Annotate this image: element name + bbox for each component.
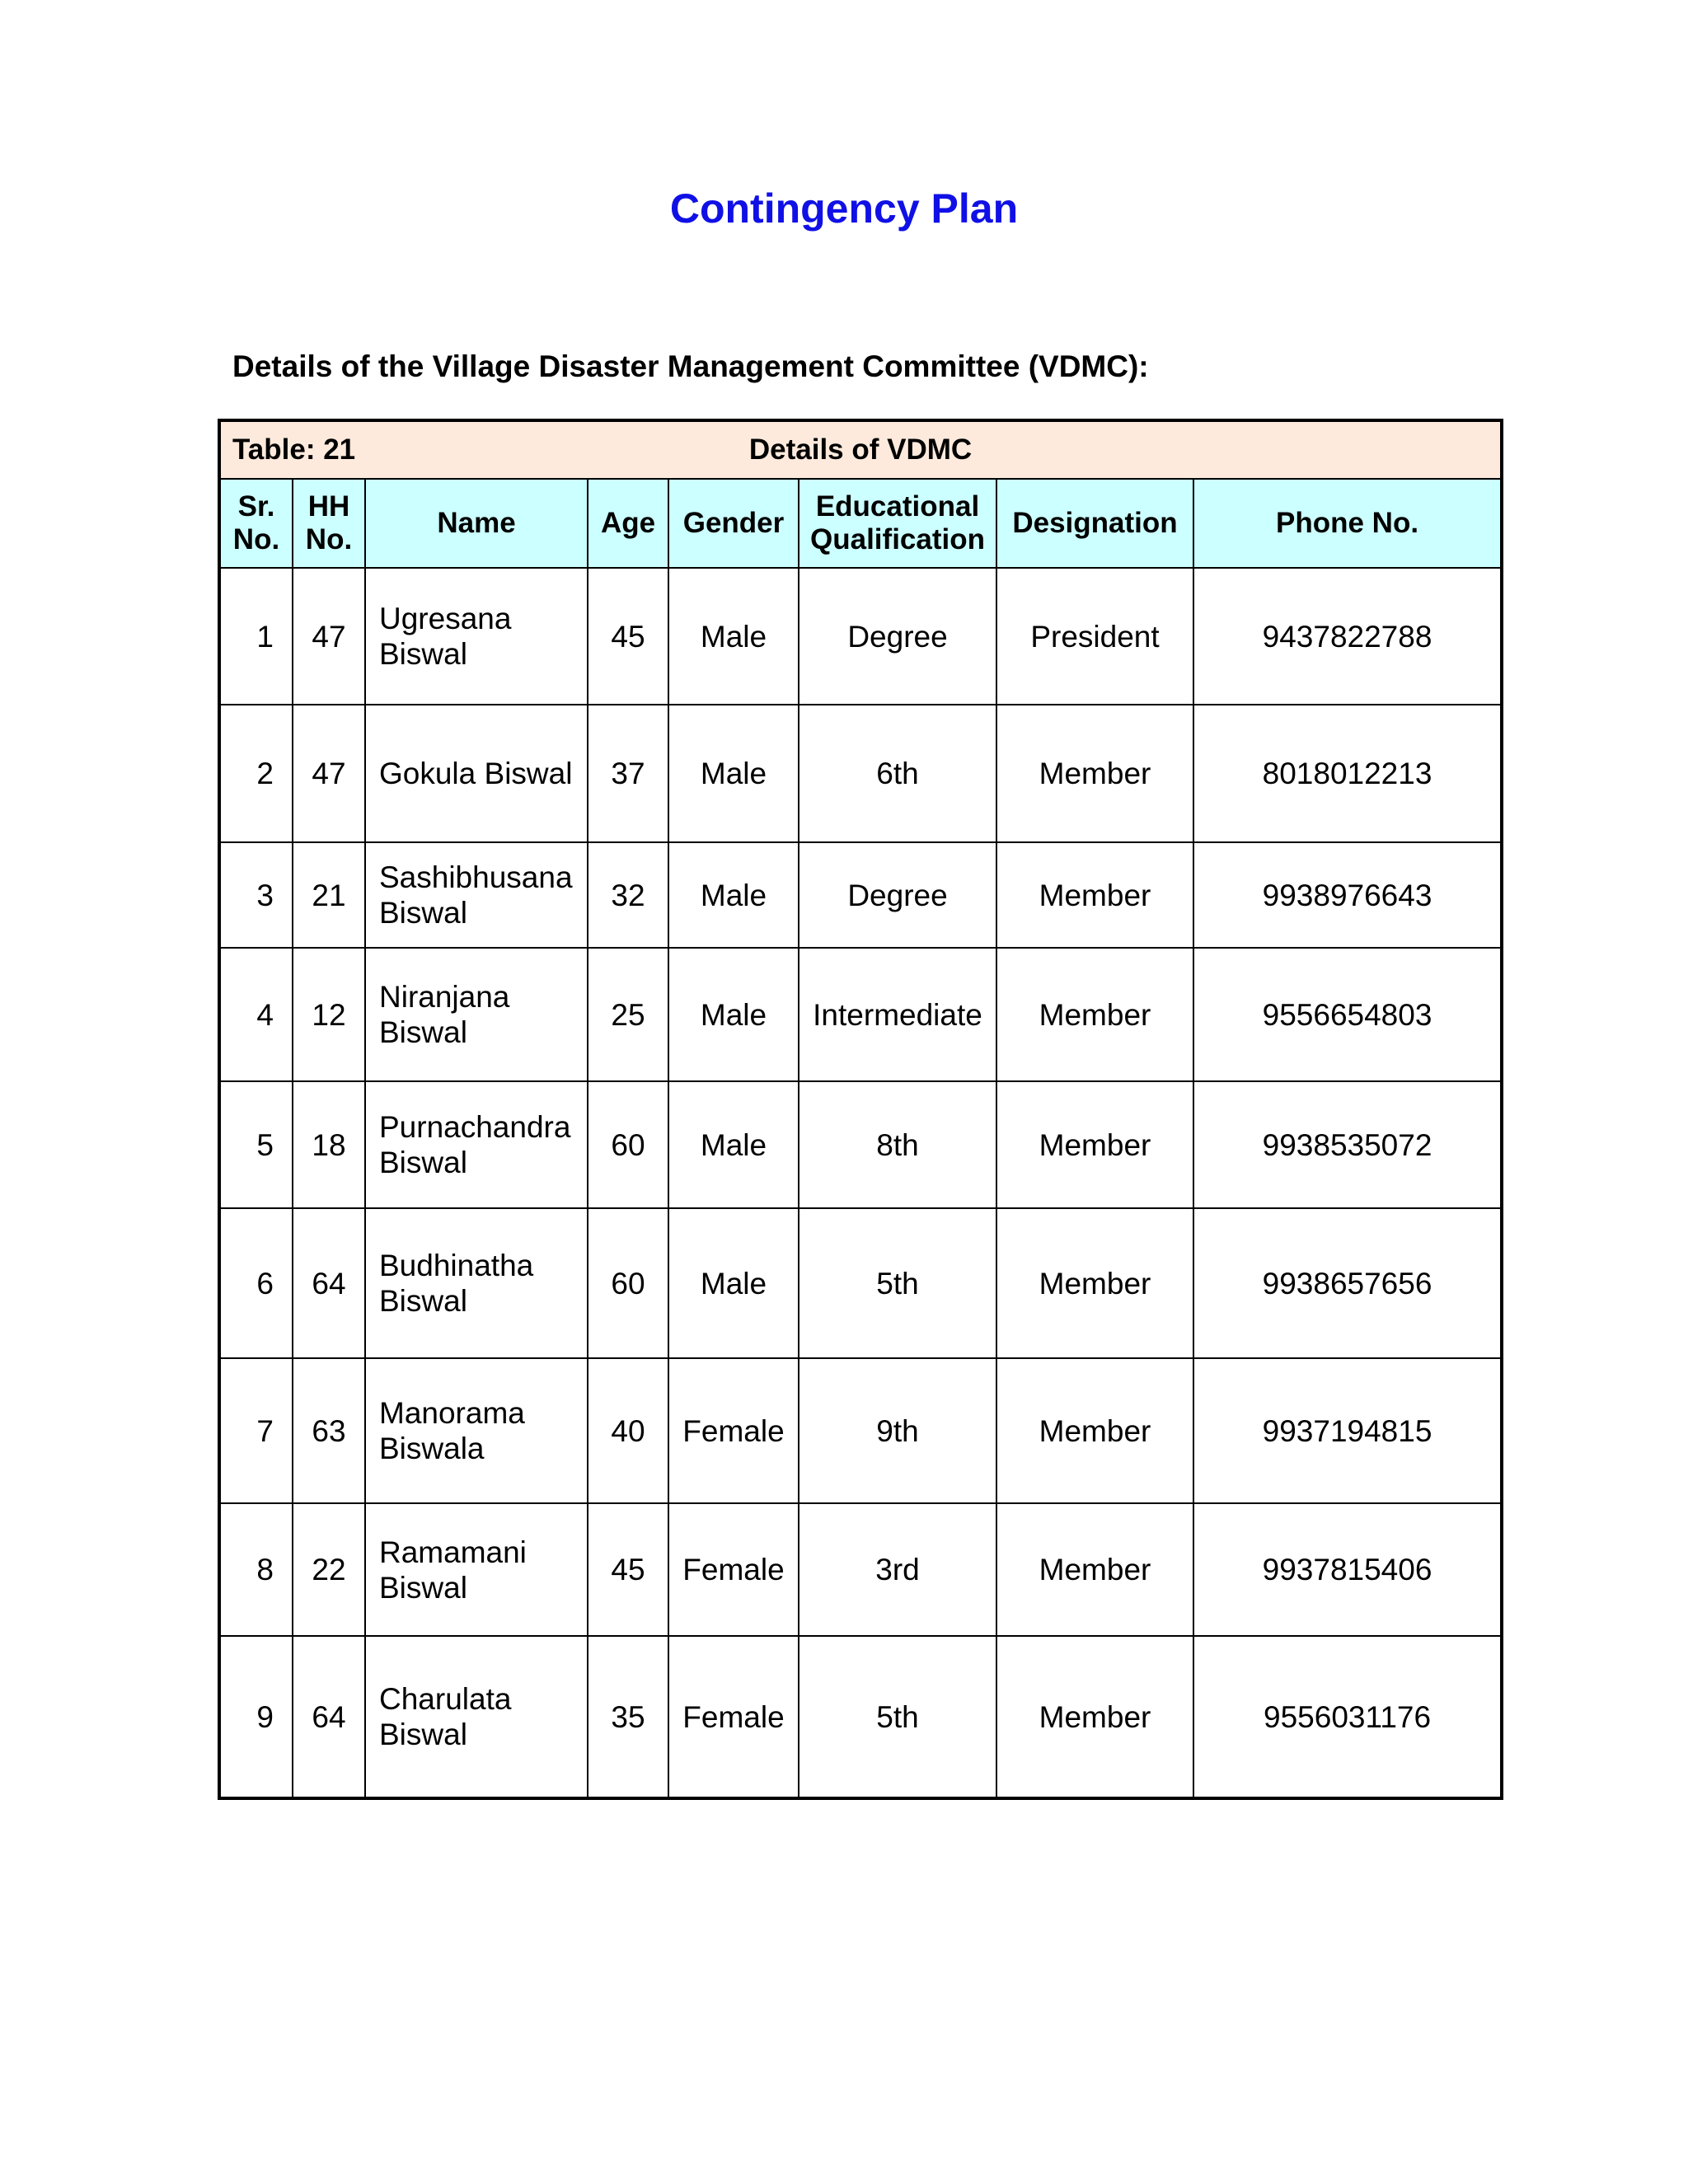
cell-gender: Male (668, 1208, 799, 1358)
cell-hh-no: 63 (293, 1358, 365, 1503)
cell-gender: Female (668, 1503, 799, 1636)
cell-designation: Member (996, 948, 1193, 1081)
name-line: Charulata (379, 1682, 512, 1716)
cell-gender: Female (668, 1358, 799, 1503)
name-line: Purnachandra (379, 1110, 571, 1144)
cell-designation: Member (996, 1503, 1193, 1636)
name-line: Ugresana (379, 602, 512, 635)
name-line: Sashibhusana (379, 860, 573, 894)
column-header-line: HH (307, 490, 350, 523)
cell-name (365, 568, 588, 705)
table-caption-row (219, 420, 1502, 479)
cell-sr-no: 4 (219, 948, 293, 1081)
cell-designation: Member (996, 842, 1193, 948)
column-header-age: Age (588, 479, 668, 568)
name-line: Manorama (379, 1396, 525, 1430)
cell-name (365, 1081, 588, 1208)
cell-phone-no: 9437822788 (1193, 568, 1502, 705)
cell-hh-no: 18 (293, 1081, 365, 1208)
column-header-hh-no (293, 479, 365, 568)
name-line: Biswal (379, 1284, 467, 1318)
table-row (219, 842, 1502, 948)
name-line: Biswal (379, 1570, 467, 1605)
name-line: Biswal (379, 1718, 467, 1751)
cell-educational-qualification: Degree (799, 568, 996, 705)
name-line: Biswal (379, 1146, 467, 1179)
column-header-line: No. (232, 523, 280, 555)
table-row (219, 1503, 1502, 1636)
cell-educational-qualification: 9th (799, 1358, 996, 1503)
cell-name (365, 1358, 588, 1503)
cell-name (365, 842, 588, 948)
cell-name (365, 948, 588, 1081)
cell-hh-no: 21 (293, 842, 365, 948)
cell-phone-no: 9938976643 (1193, 842, 1502, 948)
cell-phone-no: 9937815406 (1193, 1503, 1502, 1636)
name-line: Gokula Biswal (379, 757, 573, 790)
cell-gender: Male (668, 568, 799, 705)
table-row (219, 948, 1502, 1081)
cell-phone-no: 9938657656 (1193, 1208, 1502, 1358)
column-header-line: No. (305, 523, 353, 555)
cell-name (365, 1503, 588, 1636)
column-header-line: Educational (815, 490, 980, 523)
name-line: Biswal (379, 637, 467, 671)
cell-gender: Male (668, 948, 799, 1081)
cell-phone-no: 9556031176 (1193, 1636, 1502, 1798)
cell-designation: Member (996, 705, 1193, 842)
table-header-row (219, 479, 1502, 568)
name-line: Biswal (379, 896, 467, 930)
name-line: Budhinatha (379, 1249, 534, 1282)
cell-educational-qualification: 5th (799, 1636, 996, 1798)
column-header-educational-qualification (799, 479, 996, 568)
cell-age: 32 (588, 842, 668, 948)
cell-name (365, 1208, 588, 1358)
column-header-gender: Gender (668, 479, 799, 568)
cell-educational-qualification: 6th (799, 705, 996, 842)
cell-educational-qualification: 3rd (799, 1503, 996, 1636)
table-caption: Details of VDMC (748, 434, 973, 466)
cell-age: 60 (588, 1081, 668, 1208)
cell-hh-no: 64 (293, 1636, 365, 1798)
cell-age: 37 (588, 705, 668, 842)
name-line: Biswala (379, 1432, 485, 1465)
cell-gender: Male (668, 842, 799, 948)
cell-name (365, 705, 588, 842)
cell-educational-qualification: Intermediate (799, 948, 996, 1081)
cell-designation: Member (996, 1208, 1193, 1358)
column-header-phone-no: Phone No. (1193, 479, 1502, 568)
cell-hh-no: 12 (293, 948, 365, 1081)
cell-age: 35 (588, 1636, 668, 1798)
cell-sr-no: 3 (219, 842, 293, 948)
cell-sr-no: 2 (219, 705, 293, 842)
cell-educational-qualification: 8th (799, 1081, 996, 1208)
cell-age: 45 (588, 568, 668, 705)
table-row (219, 568, 1502, 705)
table-row (219, 1081, 1502, 1208)
cell-sr-no: 9 (219, 1636, 293, 1798)
cell-educational-qualification: Degree (799, 842, 996, 948)
column-header-line: Sr. (237, 490, 275, 523)
cell-gender: Female (668, 1636, 799, 1798)
cell-sr-no: 8 (219, 1503, 293, 1636)
cell-sr-no: 5 (219, 1081, 293, 1208)
table-row (219, 705, 1502, 842)
cell-hh-no: 64 (293, 1208, 365, 1358)
vdmc-table (218, 419, 1503, 1800)
cell-educational-qualification: 5th (799, 1208, 996, 1358)
cell-designation: President (996, 568, 1193, 705)
cell-sr-no: 1 (219, 568, 293, 705)
page-title: Contingency Plan (669, 185, 1019, 232)
cell-gender: Male (668, 1081, 799, 1208)
cell-phone-no: 8018012213 (1193, 705, 1502, 842)
table-row (219, 1208, 1502, 1358)
cell-sr-no: 6 (219, 1208, 293, 1358)
cell-phone-no: 9938535072 (1193, 1081, 1502, 1208)
table-row (219, 1636, 1502, 1798)
cell-phone-no: 9556654803 (1193, 948, 1502, 1081)
cell-age: 45 (588, 1503, 668, 1636)
cell-age: 25 (588, 948, 668, 1081)
section-heading: Details of the Village Disaster Management Committee (VDMC): (232, 349, 1149, 383)
table-label: Table: 21 (232, 434, 356, 466)
cell-designation: Member (996, 1081, 1193, 1208)
table-caption-cell (219, 420, 1502, 479)
cell-gender: Male (668, 705, 799, 842)
cell-hh-no: 22 (293, 1503, 365, 1636)
table-row (219, 1358, 1502, 1503)
cell-phone-no: 9937194815 (1193, 1358, 1502, 1503)
cell-sr-no: 7 (219, 1358, 293, 1503)
cell-designation: Member (996, 1358, 1193, 1503)
column-header-name: Name (365, 479, 588, 568)
cell-age: 40 (588, 1358, 668, 1503)
cell-age: 60 (588, 1208, 668, 1358)
cell-name (365, 1636, 588, 1798)
cell-designation: Member (996, 1636, 1193, 1798)
column-header-line: Qualification (810, 523, 985, 555)
cell-hh-no: 47 (293, 705, 365, 842)
cell-hh-no: 47 (293, 568, 365, 705)
column-header-designation: Designation (996, 479, 1193, 568)
name-line: Biswal (379, 1015, 467, 1049)
column-header-sr-no (219, 479, 293, 568)
name-line: Ramamani (379, 1535, 527, 1569)
name-line: Niranjana (379, 980, 510, 1014)
